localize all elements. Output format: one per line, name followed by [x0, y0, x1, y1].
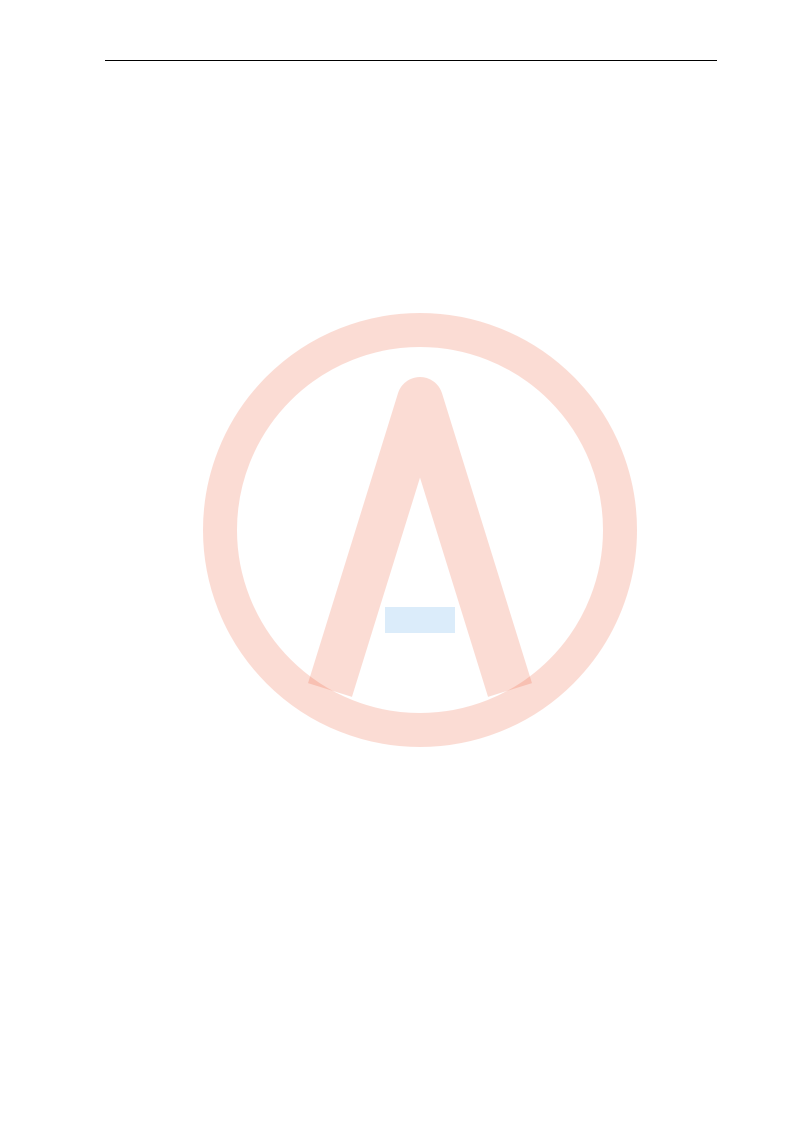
page-header — [105, 56, 717, 61]
body-content — [105, 96, 717, 100]
watermark-logo — [180, 290, 660, 770]
